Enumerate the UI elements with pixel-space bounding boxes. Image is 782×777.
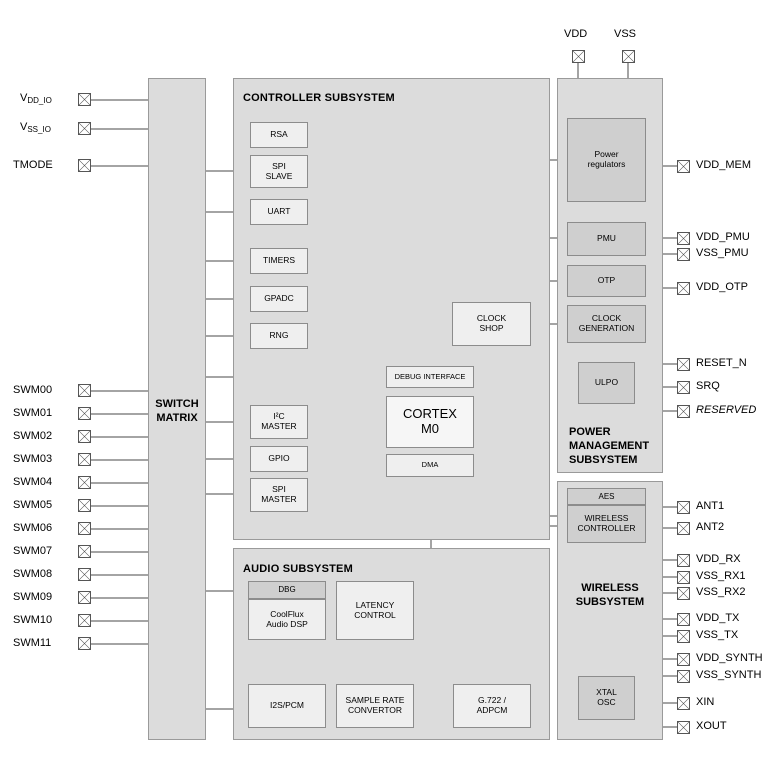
pin-label-xin: XIN — [696, 696, 715, 708]
pin-label-swm01: SWM01 — [13, 407, 53, 419]
pin-vss-rx1[interactable] — [677, 571, 690, 584]
pin-label-srq: SRQ — [696, 380, 720, 392]
block-ulpo-label: ULPO — [594, 377, 619, 388]
pin-xin[interactable] — [677, 697, 690, 710]
block-spi-slave[interactable] — [250, 155, 308, 188]
block-timers[interactable] — [250, 248, 308, 274]
block-latency-control[interactable] — [336, 581, 414, 640]
pin-vdd-tx[interactable] — [677, 613, 690, 626]
pin-vdd-pmu[interactable] — [677, 232, 690, 245]
power-management-subsystem-title: POWER MANAGEMENT SUBSYSTEM — [569, 426, 650, 466]
pin-swm09[interactable] — [78, 591, 91, 604]
pin-swm03[interactable] — [78, 453, 91, 466]
pin-label-swm07: SWM07 — [13, 545, 53, 557]
block-g722-adpcm-label: G.722 / ADPCM — [476, 695, 508, 715]
pin-vdd-rx[interactable] — [677, 554, 690, 567]
pin-label-vss-pmu: VSS_PMU — [696, 247, 749, 259]
block-gpadc[interactable] — [250, 286, 308, 312]
pin-vdd[interactable] — [572, 50, 585, 63]
block-coolflux-audio-dsp-label: CoolFlux Audio DSP — [266, 608, 308, 629]
pin-swm04[interactable] — [78, 476, 91, 489]
pin-ant1[interactable] — [677, 501, 690, 514]
wireless-subsystem-title: WIRELESS SUBSYSTEM — [575, 582, 645, 608]
switch-matrix-line1: SWITCH — [155, 398, 199, 410]
switch-matrix-line2: MATRIX — [156, 411, 198, 424]
pin-label-vdd-pmu: VDD_PMU — [696, 231, 750, 243]
block-wireless-controller-label: WIRELESS CONTROLLER — [577, 513, 636, 533]
block-power-regulators[interactable] — [567, 118, 646, 202]
pin-vdd-synth[interactable] — [677, 653, 690, 666]
pin-ant2[interactable] — [677, 522, 690, 535]
pin-label-swm08: SWM08 — [13, 568, 53, 580]
block-rsa[interactable] — [250, 122, 308, 148]
block-g722-adpcm[interactable] — [453, 684, 531, 728]
pin-swm01[interactable] — [78, 407, 91, 420]
pin-vss-synth[interactable] — [677, 670, 690, 683]
block-spi-master-label: SPI MASTER — [261, 484, 297, 504]
block-timers-label: TIMERS — [262, 255, 296, 266]
pin-swm08[interactable] — [78, 568, 91, 581]
block-i2c-master-label: I²C MASTER — [261, 411, 297, 431]
pin-label-vdd: VDD — [564, 28, 588, 40]
block-dma-label: DMA — [421, 460, 439, 470]
block-clock-generation-label: CLOCK GENERATION — [578, 313, 635, 333]
block-sample-rate-convertor[interactable] — [336, 684, 414, 728]
pin-label-swm03: SWM03 — [13, 453, 53, 465]
block-coolflux-audio-dsp[interactable] — [248, 599, 326, 640]
pin-label-xout: XOUT — [696, 720, 727, 732]
block-clock-shop-label: CLOCK SHOP — [476, 313, 507, 333]
block-debug-interface-label: DEBUG INTERFACE — [394, 371, 466, 381]
block-spi-master[interactable] — [250, 478, 308, 512]
pin-label-reserved: RESERVED — [696, 404, 757, 416]
pin-swm10[interactable] — [78, 614, 91, 627]
pin-label-vdd-synth: VDD_SYNTH — [696, 652, 763, 664]
pin-swm11[interactable] — [78, 637, 91, 650]
block-gpadc-label: GPADC — [264, 293, 294, 304]
block-otp-label: OTP — [597, 275, 616, 286]
block-pmu[interactable] — [567, 222, 646, 256]
block-aes-label: AES — [598, 491, 615, 501]
block-rng-label: RNG — [269, 330, 289, 341]
pin-reset-n[interactable] — [677, 358, 690, 371]
pin-srq[interactable] — [677, 381, 690, 394]
pin-label-vdd-io: VDD_IO — [20, 92, 52, 105]
pin-vss-tx[interactable] — [677, 630, 690, 643]
pin-reserved[interactable] — [677, 405, 690, 418]
pin-vss[interactable] — [622, 50, 635, 63]
block-xtal-osc[interactable] — [578, 676, 635, 720]
block-i2s-pcm-label: I2S/PCM — [269, 700, 304, 711]
pin-label-vdd-otp: VDD_OTP — [696, 281, 748, 293]
pin-label-vdd-tx: VDD_TX — [696, 612, 740, 624]
block-pmu-label: PMU — [597, 233, 616, 244]
pin-label-swm05: SWM05 — [13, 499, 53, 511]
pin-label-vss-rx2: VSS_RX2 — [696, 586, 746, 598]
pin-label-swm02: SWM02 — [13, 430, 53, 442]
block-otp[interactable] — [567, 265, 646, 297]
pin-vss-pmu[interactable] — [677, 248, 690, 261]
pin-swm06[interactable] — [78, 522, 91, 535]
block-uart[interactable] — [250, 199, 308, 225]
block-clock-generation[interactable] — [567, 305, 646, 343]
block-dma[interactable] — [386, 454, 474, 477]
pin-label-swm11: SWM11 — [13, 637, 52, 649]
pin-xout[interactable] — [677, 721, 690, 734]
block-ulpo[interactable] — [578, 362, 635, 404]
block-rsa-label: RSA — [270, 129, 288, 140]
pin-label-vss-rx1: VSS_RX1 — [696, 570, 746, 582]
block-clock-shop[interactable] — [452, 302, 531, 346]
block-cortex-m0-label: CORTEX M0 — [403, 406, 457, 436]
pin-tmode[interactable] — [78, 159, 91, 172]
switch-matrix-title — [148, 398, 206, 426]
block-debug-interface[interactable] — [386, 366, 474, 388]
block-i2c-master[interactable] — [250, 405, 308, 439]
pin-label-vdd-rx: VDD_RX — [696, 553, 741, 565]
audio-subsystem-title: AUDIO SUBSYSTEM — [243, 563, 353, 575]
pin-label-tmode: TMODE — [13, 159, 53, 171]
pin-swm07[interactable] — [78, 545, 91, 558]
pin-label-swm09: SWM09 — [13, 591, 53, 603]
pin-label-vdd-mem: VDD_MEM — [696, 159, 752, 171]
block-dbg-label: DBG — [278, 585, 296, 595]
controller-subsystem-title: CONTROLLER SUBSYSTEM — [243, 92, 395, 104]
block-uart-label: UART — [267, 206, 291, 217]
block-cortex-m0[interactable] — [386, 396, 474, 448]
pin-label-swm00: SWM00 — [13, 384, 53, 396]
pin-label-vss: VSS — [614, 28, 637, 40]
pin-vdd-io[interactable] — [78, 93, 91, 106]
block-spi-slave-label: SPI SLAVE — [265, 160, 293, 181]
pin-label-vss-tx: VSS_TX — [696, 629, 739, 641]
pin-vss-io[interactable] — [78, 122, 91, 135]
block-aes[interactable] — [567, 488, 646, 505]
pin-label-vss-io: VSS_IO — [20, 121, 51, 134]
block-i2s-pcm[interactable] — [248, 684, 326, 728]
block-power-regulators-label: Power regulators — [587, 149, 626, 169]
pin-label-vss-synth: VSS_SYNTH — [696, 669, 762, 681]
pin-label-ant2: ANT2 — [696, 521, 725, 533]
pin-label-swm06: SWM06 — [13, 522, 53, 534]
block-rng[interactable] — [250, 323, 308, 349]
block-dbg[interactable] — [248, 581, 326, 599]
block-gpio-label: GPIO — [268, 453, 290, 464]
block-latency-control-label: LATENCY CONTROL — [354, 599, 396, 620]
block-xtal-osc-label: XTAL OSC — [596, 687, 617, 707]
pin-label-swm10: SWM10 — [13, 614, 53, 626]
pin-swm00[interactable] — [78, 384, 91, 397]
block-sample-rate-convertor-label: SAMPLE RATE CONVERTOR — [345, 695, 405, 715]
pin-label-ant1: ANT1 — [696, 500, 725, 512]
pin-label-reset-n: RESET_N — [696, 357, 747, 369]
pin-label-swm04: SWM04 — [13, 476, 53, 488]
block-gpio[interactable] — [250, 446, 308, 472]
pin-vdd-mem[interactable] — [677, 160, 690, 173]
pin-vss-rx2[interactable] — [677, 587, 690, 600]
pin-swm02[interactable] — [78, 430, 91, 443]
pin-swm05[interactable] — [78, 499, 91, 512]
pin-vdd-otp[interactable] — [677, 282, 690, 295]
block-wireless-controller[interactable] — [567, 505, 646, 543]
